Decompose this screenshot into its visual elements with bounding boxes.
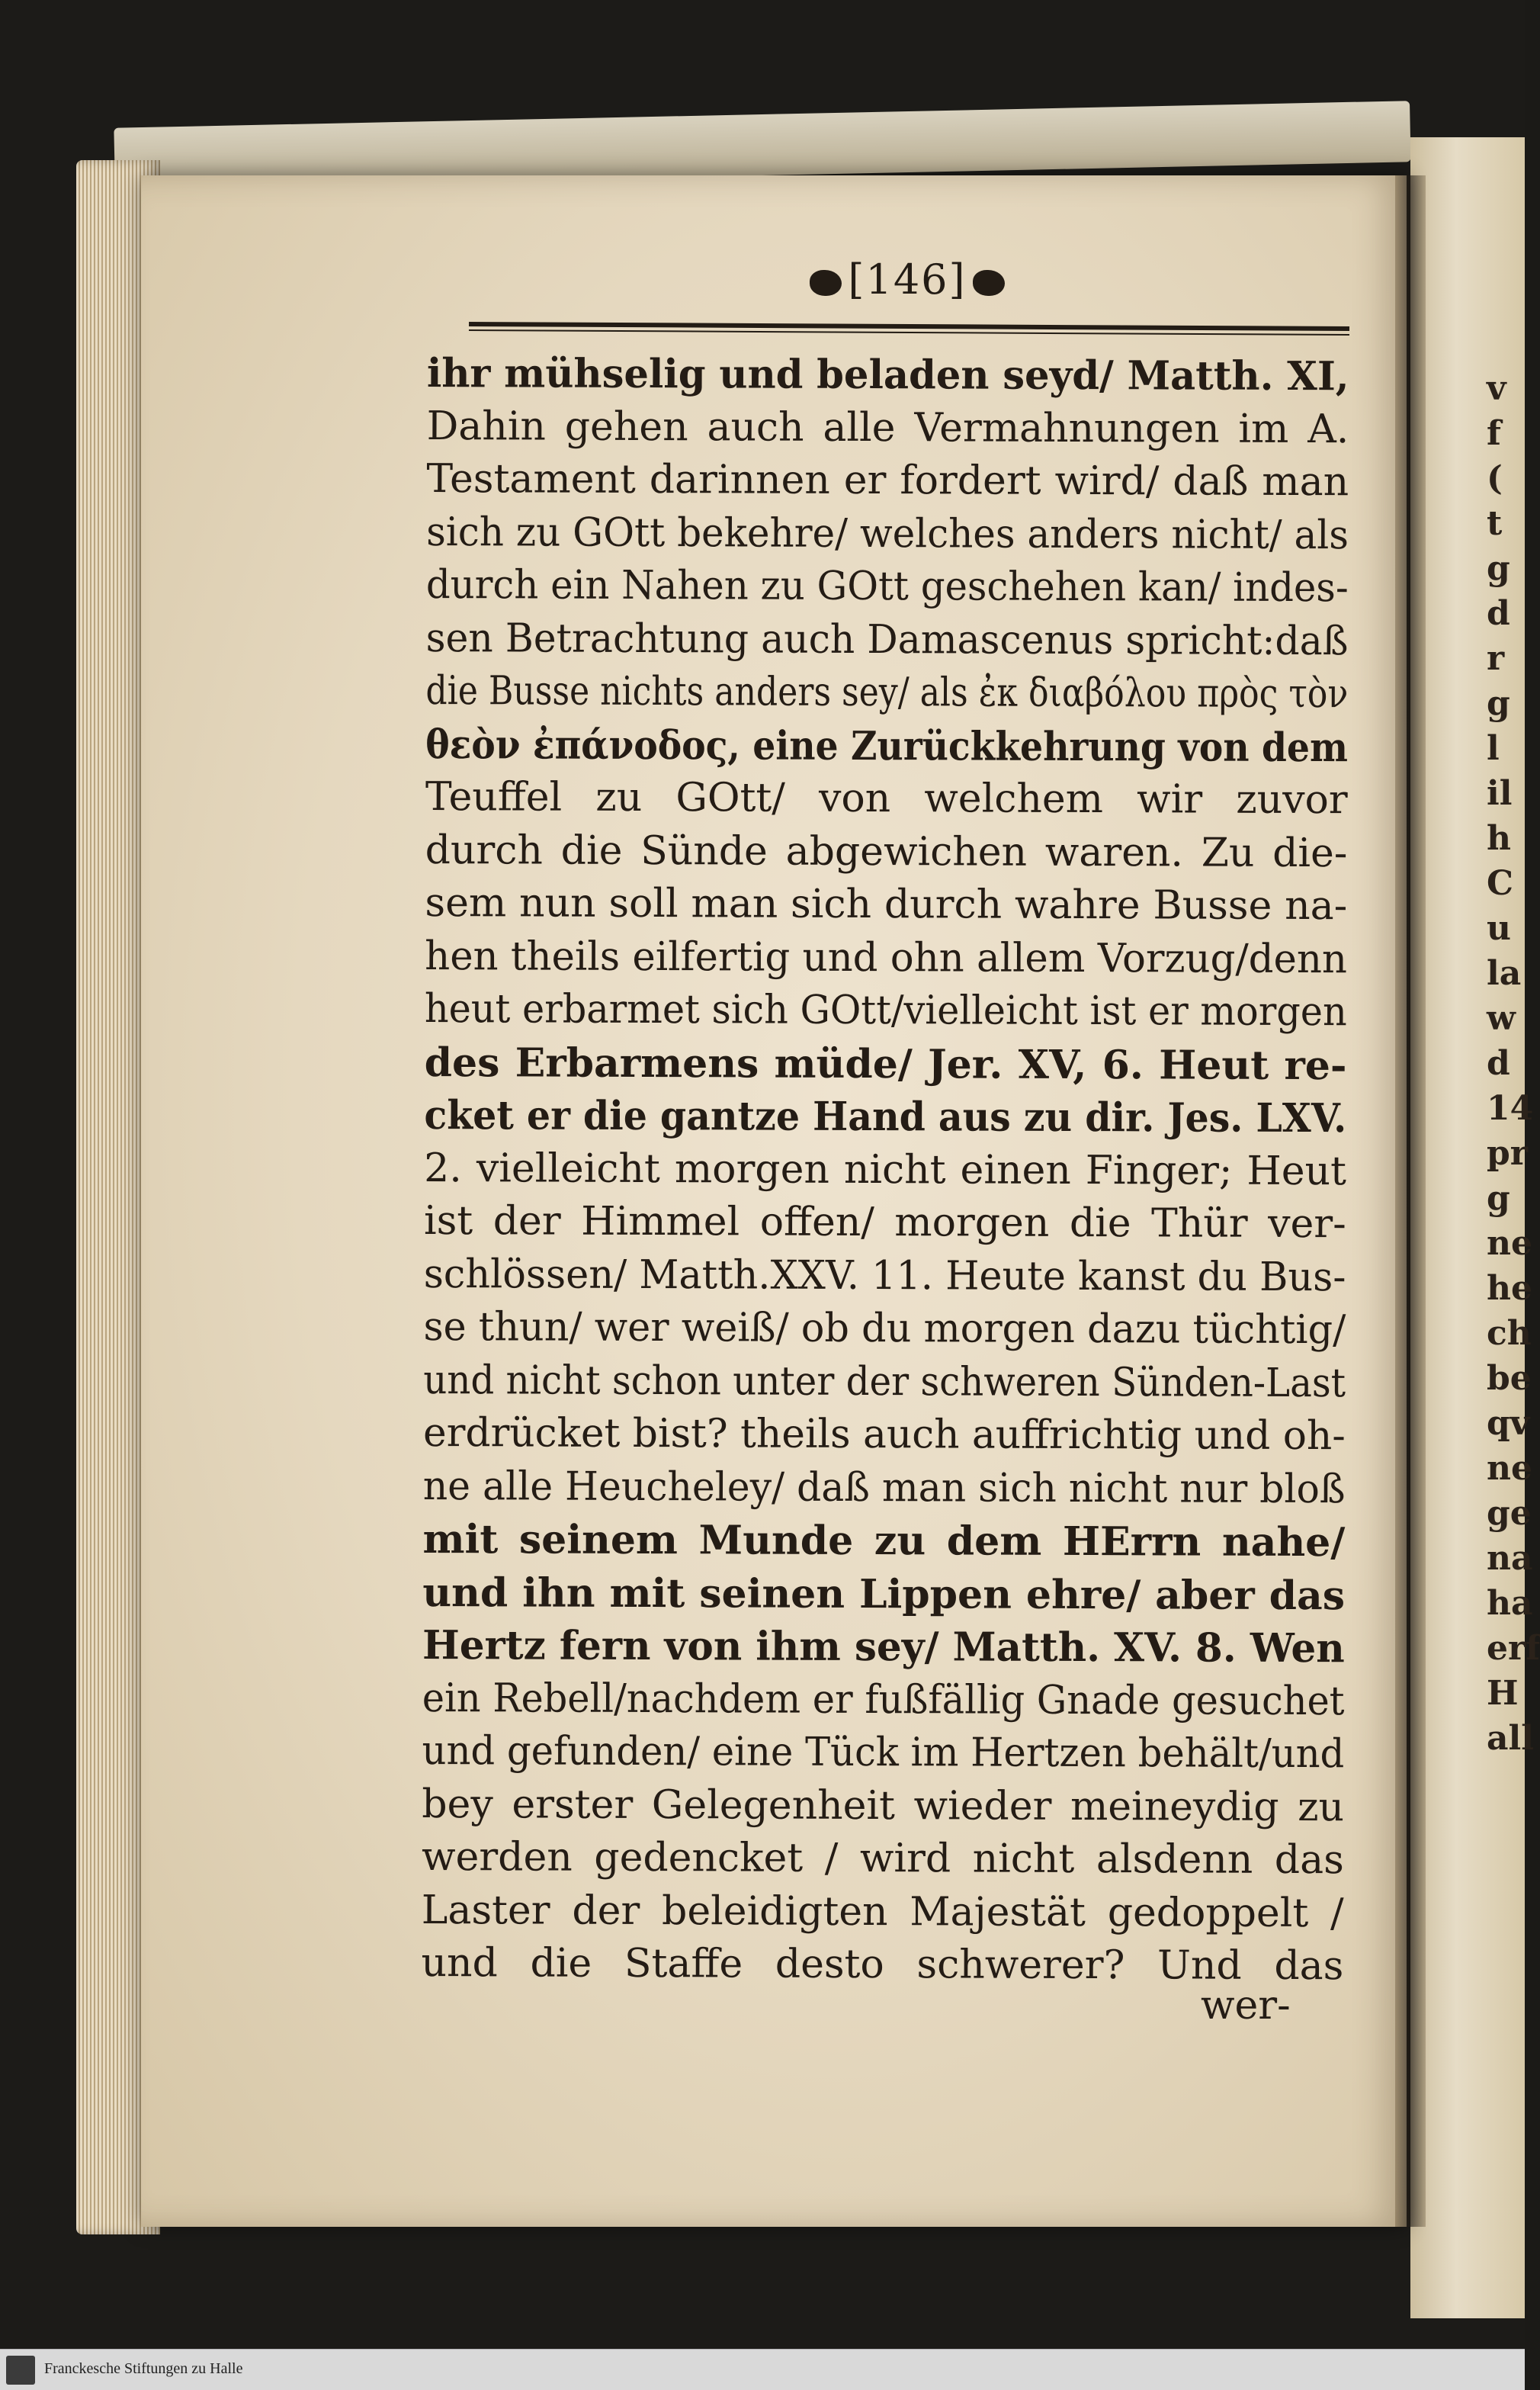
facing-page-fragment: ha [1487, 1584, 1533, 1623]
text-line: sen Betrachtung auch Damascenus spricht:daß [425, 615, 1349, 664]
text-line: Hertz fern von ihm sey/ Matth. XV. 8. Wen [422, 1621, 1345, 1672]
viewer-footer [0, 2349, 1525, 2390]
facing-page-fragment: d [1487, 594, 1510, 633]
text-line: sem nun soll man sich durch wahre Busse na- [425, 879, 1348, 930]
facing-page-fragment: C [1487, 864, 1514, 903]
page-header [793, 255, 1022, 304]
binding-gutter [1395, 175, 1426, 2227]
facing-page-text [1487, 366, 1540, 1761]
text-line: die Busse nichts anders sey/ als ἐκ διαβόλου πρὸς τὸν [425, 667, 1349, 718]
text-line: erdrücket bist? theils auch auffrichtig und oh- [422, 1409, 1346, 1460]
facing-page-fragment: qv [1487, 1404, 1530, 1443]
text-line: ein Rebell/nachdem er fußfällig Gnade gesuchet [422, 1675, 1345, 1724]
text-line: und ihn mit seinen Lippen ehre/ aber das [422, 1569, 1346, 1619]
facing-page-fragment: 14 [1487, 1089, 1534, 1128]
text-line: Dahin gehen auch alle Vermahnungen im A. [426, 403, 1349, 452]
text-line: Teuffel zu GOtt/ von welchem wir zuvor [425, 773, 1348, 824]
text-line: se thun/ wer weiß/ ob du morgen dazu tüchtig/ [423, 1303, 1346, 1354]
facing-page-fragment: r [1487, 639, 1505, 678]
text-line: cket er die gantze Hand aus zu dir. Jes. LXV. [424, 1091, 1347, 1142]
page-body-text [421, 347, 1357, 1993]
text-line: θεὸν ἐπάνοδος, eine Zurückkehrung von dem [425, 721, 1349, 771]
facing-page-fragment: pr [1487, 1134, 1528, 1173]
text-line: durch die Sünde abgewichen waren. Zu die- [425, 827, 1348, 876]
facing-page-fragment: la [1487, 954, 1522, 993]
institution-logo-icon [6, 2356, 35, 2385]
institution-name: Franckesche Stiftungen zu Halle [44, 2360, 243, 2377]
text-line: heut erbarmet sich GOtt/vielleicht ist er morgen [424, 985, 1347, 1036]
text-line: mit seinem Munde zu dem HErrn nahe/ [422, 1515, 1346, 1566]
facing-page-fragment: g [1487, 1179, 1510, 1218]
fleuron-right-icon [973, 270, 1005, 296]
text-line: Laster der beleidigten Majestät gedoppelt / [421, 1887, 1344, 1936]
facing-page-fragment: v [1487, 369, 1506, 408]
facing-page-fragment: d [1487, 1044, 1510, 1083]
facing-page-fragment: g [1487, 684, 1510, 723]
text-line: bey erster Gelegenheit wieder meineydig zu [422, 1781, 1345, 1830]
page-number: [146] [848, 255, 967, 304]
facing-page-fragment: w [1487, 999, 1516, 1038]
text-line: Testament darinnen er fordert wird/ daß man [426, 455, 1349, 506]
facing-page-fragment: il [1487, 774, 1513, 813]
text-line: 2. vielleicht morgen nicht einen Finger; Heut [424, 1145, 1347, 1194]
text-line: sich zu GOtt bekehre/ welches anders nicht/ als [426, 509, 1349, 558]
facing-page-fragment: h [1487, 819, 1511, 858]
text-line: werden gedencket / wird nicht alsdenn das [421, 1833, 1344, 1884]
text-line: und die Staffe desto schwerer? Und das [421, 1939, 1344, 1990]
facing-page-fragment: ( [1487, 459, 1503, 498]
text-line: des Erbarmens müde/ Jer. XV, 6. Heut re- [424, 1039, 1347, 1089]
text-line: und gefunden/ eine Tück im Hertzen behält/und [422, 1727, 1345, 1778]
facing-page-fragment: g [1487, 549, 1510, 588]
text-line: und nicht schon unter der schweren Sünden-Last [423, 1357, 1346, 1406]
facing-page-fragment: u [1487, 909, 1511, 948]
catchword: wer- [1201, 1983, 1291, 2029]
facing-page-fragment: t [1487, 504, 1503, 543]
text-line: ist der Himmel offen/ morgen die Thür ver- [423, 1197, 1346, 1248]
facing-page-fragment: f [1487, 414, 1501, 453]
facing-page-fragment: all [1487, 1719, 1534, 1758]
text-line: ihr mühselig und beladen seyd/ Matth. XI, [426, 349, 1349, 400]
facing-page-fragment: erf [1487, 1629, 1540, 1668]
facing-page-fragment: be [1487, 1359, 1532, 1398]
facing-page-fragment: na [1487, 1539, 1533, 1578]
text-line: hen theils eilfertig und ohn allem Vorzug/denn [425, 933, 1348, 982]
text-line: ne alle Heucheley/ daß man sich nicht nur bloß [422, 1463, 1346, 1512]
facing-page-fragment: ch [1487, 1314, 1532, 1353]
facing-page-fragment: ge [1487, 1494, 1532, 1533]
facing-page-fragment: ne [1487, 1449, 1532, 1488]
facing-page-fragment: he [1487, 1269, 1532, 1308]
fleuron-left-icon [810, 270, 842, 296]
text-line: durch ein Nahen zu GOtt geschehen kan/ indes- [425, 561, 1349, 612]
facing-page-fragment: l [1487, 729, 1500, 768]
text-line: schlössen/ Matth.XXV. 11. Heute kanst du Bus- [423, 1251, 1346, 1300]
facing-page-fragment: H [1487, 1674, 1519, 1713]
facing-page-fragment: ne [1487, 1224, 1532, 1263]
